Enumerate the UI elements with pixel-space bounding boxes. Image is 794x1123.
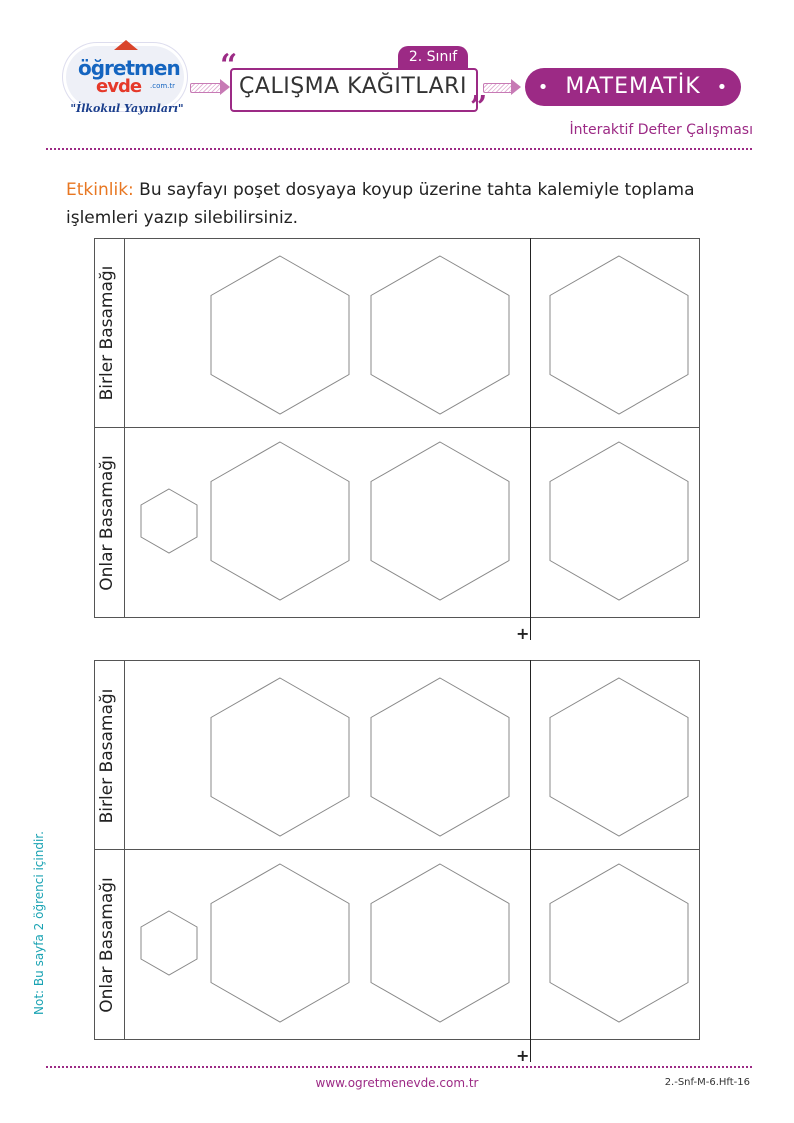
close-quote-icon: ” xyxy=(470,90,488,125)
hexagon-cell[interactable] xyxy=(371,678,509,836)
footer-url: www.ogretmenevde.com.tr xyxy=(315,1076,479,1090)
hexagon-cell[interactable] xyxy=(211,442,349,600)
logo-text-bottom: evde xyxy=(96,76,142,97)
grade-badge: 2. Sınıf xyxy=(398,46,468,68)
hexagon-cell[interactable] xyxy=(371,442,509,600)
subject-label: MATEMATİK xyxy=(565,74,701,99)
hexagon-cell[interactable] xyxy=(211,256,349,414)
plus-sign: + xyxy=(516,1046,530,1065)
hexagon-cell[interactable] xyxy=(211,678,349,836)
hexagon-cell[interactable] xyxy=(371,256,509,414)
row-label-tens: Onlar Basamağı xyxy=(97,455,117,591)
side-note: Not: Bu sayfa 2 öğrenci içindir. xyxy=(32,831,46,1015)
page-subtitle: İnteraktif Defter Çalışması xyxy=(569,122,753,138)
hexagon-cell[interactable] xyxy=(550,678,688,836)
instruction-label: Etkinlik: xyxy=(66,180,134,200)
hexagon-cell[interactable] xyxy=(211,864,349,1022)
hexagon-carry-cell[interactable] xyxy=(141,489,197,553)
logo-domain: .com.tr xyxy=(150,82,176,90)
row-label-ones: Birler Basamağı xyxy=(97,265,117,401)
hexagon-cell[interactable] xyxy=(550,256,688,414)
footer-code: 2.-Snf-M-6.Hft-16 xyxy=(664,1077,750,1088)
page-title: ÇALIŞMA KAĞITLARI xyxy=(239,74,467,99)
row-label-tens: Onlar Basamağı xyxy=(97,877,117,1013)
hexagon-cell[interactable] xyxy=(550,442,688,600)
open-quote-icon: “ xyxy=(220,48,238,83)
hexagon-cell[interactable] xyxy=(371,864,509,1022)
logo-tagline: "İlkokul Yayınları" xyxy=(70,102,184,115)
bullet-icon: • xyxy=(716,77,729,98)
row-label-ones: Birler Basamağı xyxy=(97,688,117,824)
bottom-divider xyxy=(46,1066,752,1068)
bullet-icon: • xyxy=(537,77,550,98)
hexagon-carry-cell[interactable] xyxy=(141,911,197,975)
hexagon-cell[interactable] xyxy=(550,864,688,1022)
logo-text-top: öğretmen xyxy=(78,56,180,80)
instruction-body: Bu sayfayı poşet dosyaya koyup üzerine tahta kalemiyle toplama işlemleri yazıp silebilirsiniz. xyxy=(66,180,695,228)
plus-sign: + xyxy=(516,624,530,643)
